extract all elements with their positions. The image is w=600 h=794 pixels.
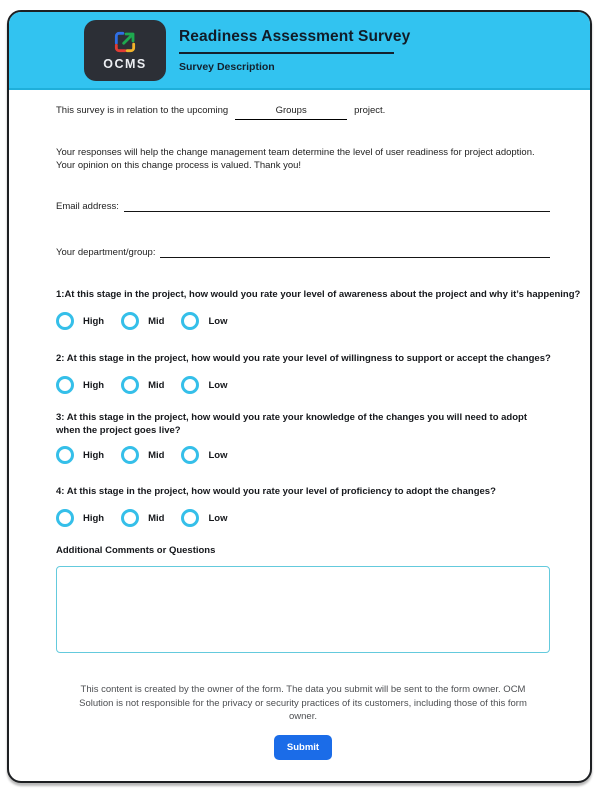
radio-q1-high-label: High xyxy=(83,315,105,327)
question-4-label: 4: At this stage in the project, how would you rate your level of proficiency to adopt the changes? xyxy=(56,486,496,497)
email-field-row xyxy=(56,199,550,212)
comments-textarea[interactable] xyxy=(56,566,550,653)
email-label: Email address: xyxy=(56,201,119,212)
radio-q2-low[interactable] xyxy=(181,376,199,394)
radio-q1-low-label: Low xyxy=(208,315,228,327)
radio-q4-high-label: High xyxy=(83,512,105,524)
radio-q2-high-label: High xyxy=(83,379,105,391)
question-3-label: 3: At this stage in the project, how would you rate your knowledge of the changes you will need to adopt when the project goes live? xyxy=(56,412,527,436)
header-text xyxy=(179,28,410,73)
radio-q4-low[interactable] xyxy=(181,509,199,527)
form-content xyxy=(9,105,590,760)
radio-q4-mid-label: Mid xyxy=(148,512,165,524)
radio-q1-low[interactable] xyxy=(181,312,199,330)
ocms-logo xyxy=(84,20,166,81)
department-field-row xyxy=(56,245,550,258)
radio-q4-mid[interactable] xyxy=(121,509,139,527)
form-title: Readiness Assessment Survey xyxy=(179,27,411,45)
question-2-options xyxy=(56,376,550,394)
submit-button[interactable]: Submit xyxy=(274,735,332,760)
radio-q3-mid-label: Mid xyxy=(148,449,165,461)
radio-q3-high[interactable] xyxy=(56,446,74,464)
department-input[interactable] xyxy=(160,245,550,258)
email-input[interactable] xyxy=(124,199,550,212)
title-underline xyxy=(179,52,394,54)
question-1-options xyxy=(56,312,550,330)
form-card xyxy=(7,10,592,783)
radio-q2-mid[interactable] xyxy=(121,376,139,394)
radio-q1-mid[interactable] xyxy=(121,312,139,330)
question-1-label: 1:At this stage in the project, how would you rate your level of awareness about the project and why it’s happening? xyxy=(56,289,581,300)
radio-q2-mid-label: Mid xyxy=(148,379,165,391)
project-name-value: Groups xyxy=(235,105,347,120)
ocms-logo-icon xyxy=(112,29,138,55)
radio-q1-mid-label: Mid xyxy=(148,315,165,327)
radio-q4-low-label: Low xyxy=(208,512,228,524)
radio-q1-high[interactable] xyxy=(56,312,74,330)
radio-q3-high-label: High xyxy=(83,449,105,461)
intro-suffix: project. xyxy=(354,105,386,116)
comments-label: Additional Comments or Questions xyxy=(56,545,216,556)
submit-row xyxy=(56,735,550,760)
question-3-options xyxy=(56,446,550,464)
survey-description-paragraph: Your responses will help the change management team determine the level of user readiness for project adoption. Your opinion on this change process is valued. Thank you! xyxy=(56,147,535,171)
intro-sentence xyxy=(56,105,550,120)
radio-q2-high[interactable] xyxy=(56,376,74,394)
ocms-logo-text: OCMS xyxy=(103,57,147,71)
radio-q3-low-label: Low xyxy=(208,449,228,461)
intro-prefix: This survey is in relation to the upcoming xyxy=(56,105,229,116)
radio-q3-mid[interactable] xyxy=(121,446,139,464)
form-header xyxy=(9,12,590,90)
form-subtitle: Survey Description xyxy=(179,60,275,73)
radio-q2-low-label: Low xyxy=(208,379,228,391)
question-4-options xyxy=(56,509,550,527)
radio-q3-low[interactable] xyxy=(181,446,199,464)
question-2-label: 2: At this stage in the project, how would you rate your level of willingness to support or accept the changes? xyxy=(56,353,551,364)
department-label: Your department/group: xyxy=(56,247,156,258)
radio-q4-high[interactable] xyxy=(56,509,74,527)
disclaimer-text: This content is created by the owner of the form. The data you submit will be sent to the form owner. OCM Solution is not responsible for the privacy or security practices of its customers, including those of this form owner. xyxy=(79,684,527,722)
